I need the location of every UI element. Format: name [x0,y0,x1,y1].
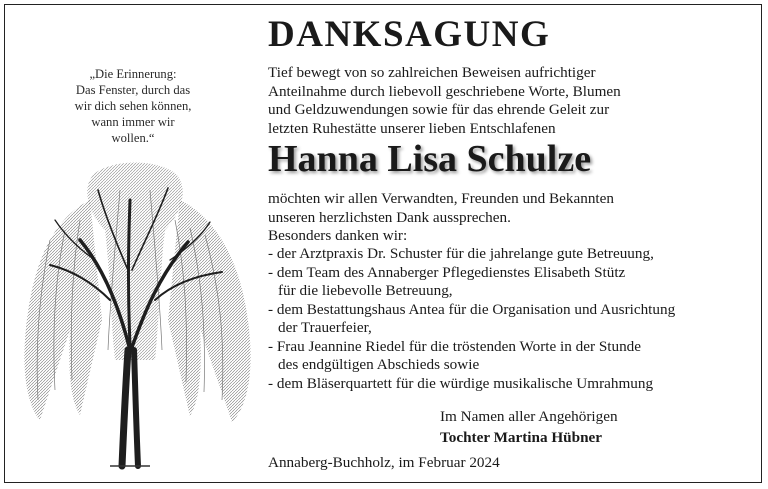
weeping-willow-icon [10,160,260,470]
thanks-line: - dem Bestattungshaus Antea für die Organisation und Ausrichtung [268,300,676,318]
quote-line: „Die Erinnerung: [89,67,177,81]
intro-line: letzten Ruhestätte unserer lieben Entschlafenen [268,119,556,137]
after-line: unseren herzlichsten Dank aussprechen. [268,208,511,226]
quote-line: wir dich sehen können, [74,99,192,113]
thanks-line: - der Arztpraxis Dr. Schuster für die jahrelange gute Betreuung, [268,245,654,262]
intro-line: Anteilnahme durch liebevoll geschriebene Worte, Blumen [268,82,621,100]
notice-title: DANKSAGUNG [268,14,551,55]
intro-line: und Geldzuwendungen sowie für das ehrende Geleit zur [268,101,610,118]
thanks-line: - dem Team des Annaberger Pflegedienstes Elisabeth Stütz [268,263,626,281]
intro-line: Tief bewegt von so zahlreichen Beweisen aufrichtiger [268,64,596,81]
after-line: möchten wir allen Verwandten, Freunden und Bekannten [268,190,614,207]
memorial-quote [58,66,208,146]
place-date: Annaberg-Buchholz, im Februar 2024 [268,454,500,471]
signoff-name: Tochter Martina Hübner [440,429,602,446]
after-name-paragraph [268,190,614,246]
deceased-name: Hanna Lisa Schulze [268,138,592,180]
thanks-line: - Frau Jeannine Riedel für die tröstenden Worte in der Stunde [268,337,642,355]
thanks-list [268,245,675,393]
thanks-line: des endgültigen Abschieds sowie [278,356,480,373]
quote-line: wollen.“ [111,131,155,145]
signoff [440,406,618,448]
intro-paragraph [268,64,621,138]
thanks-line: für die liebevolle Betreuung, [278,282,453,299]
thanks-line: - dem Bläserquartett für die würdige musikalische Umrahmung [268,374,654,392]
quote-line: wann immer wir [91,115,175,129]
signoff-line: Im Namen aller Angehörigen [440,408,618,425]
quote-line: Das Fenster, durch das [75,83,191,97]
thanks-heading: Besonders danken wir: [268,227,408,244]
thanks-line: der Trauerfeier, [278,319,372,336]
